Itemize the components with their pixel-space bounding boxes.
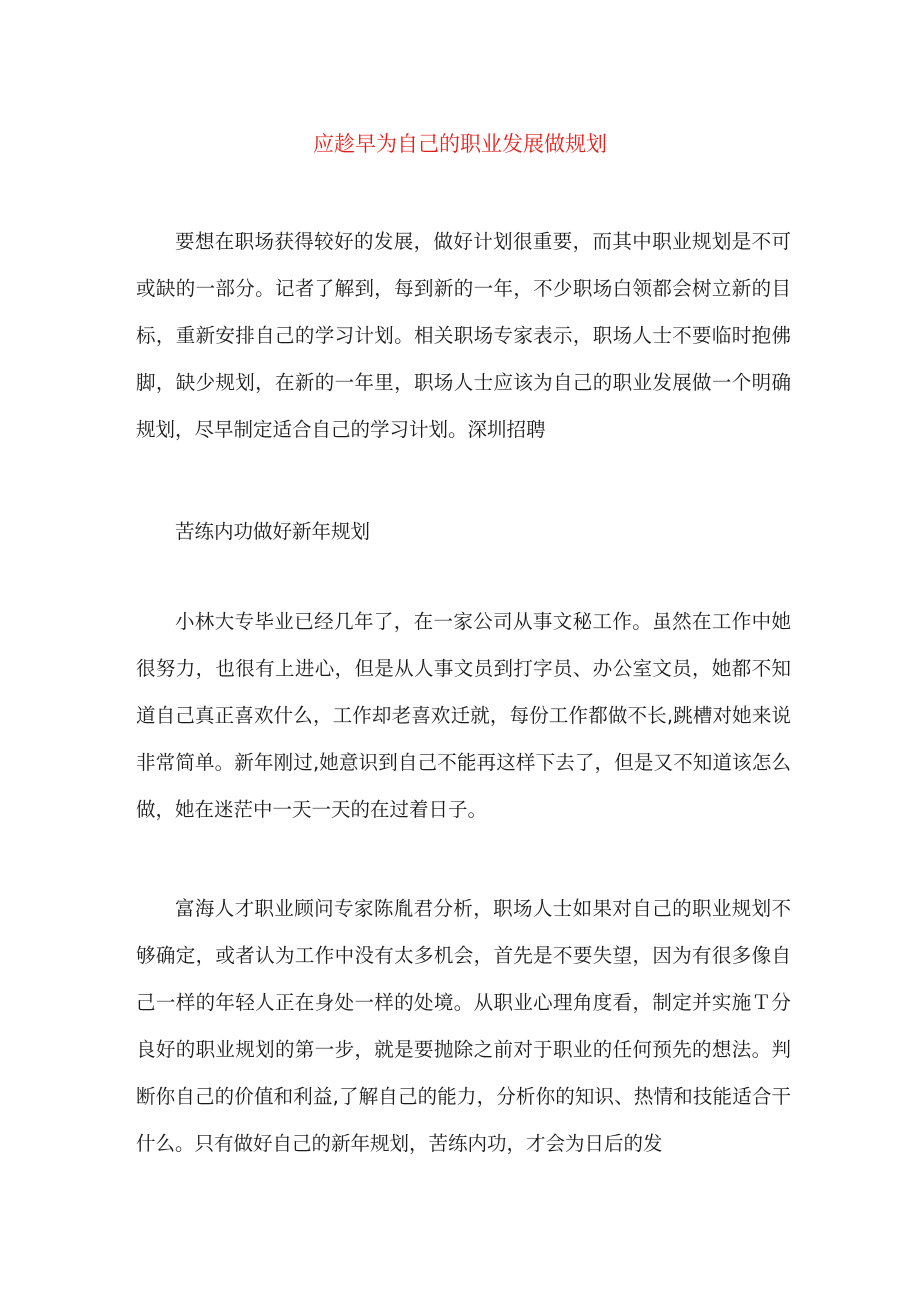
paragraph-intro: 要想在职场获得较好的发展，做好计划很重要，而其中职业规划是不可或缺的一部分。记者了解到，每到新的一年，不少职场白领都会树立新的目标，重新安排自己的学习计划。相关职场专家表示，职场人士不要临时抱佛脚，缺少规划，在新的一年里，职场人士应该为自己的职业发展做一个明确规划，尽早制定适合自己的学习计划。深圳招聘 (136, 230, 791, 441)
paragraph-expert-analysis: 富海人才职业顾问专家陈胤君分析，职场人士如果对自己的职业规划不够确定，或者认为工作中没有太多机会，首先是不要失望，因为有很多像自己一样的年轻人正在身处一样的处境。从职业心理角度看，制定并实施Ｔ分良好的职业规划的第一步，就是要抛除之前对于职业的任何预先的想法。判断你自己的价值和利益,了解自己的能力，分析你的知识、热情和技能适合干什么。只有做好自己的新年规划，苦练内功，才会为日后的发 (136, 897, 791, 1155)
paragraph-case-story: 小林大专毕业已经几年了，在一家公司从事文秘工作。虽然在工作中她很努力，也很有上进心，但是从人事文员到打字员、办公室文员，她都不知道自己真正喜欢什么，工作却老喜欢迁就，每份工作都做不长,跳槽对她来说非常简单。新年刚过,她意识到自己不能再这样下去了，但是又不知道该怎么做，她在迷茫中一天一天的在过着日子。 (136, 610, 791, 821)
section-heading: 苦练内功做好新年规划 (175, 520, 371, 543)
page-title: 应趁早为自己的职业发展做规划 (313, 132, 607, 156)
